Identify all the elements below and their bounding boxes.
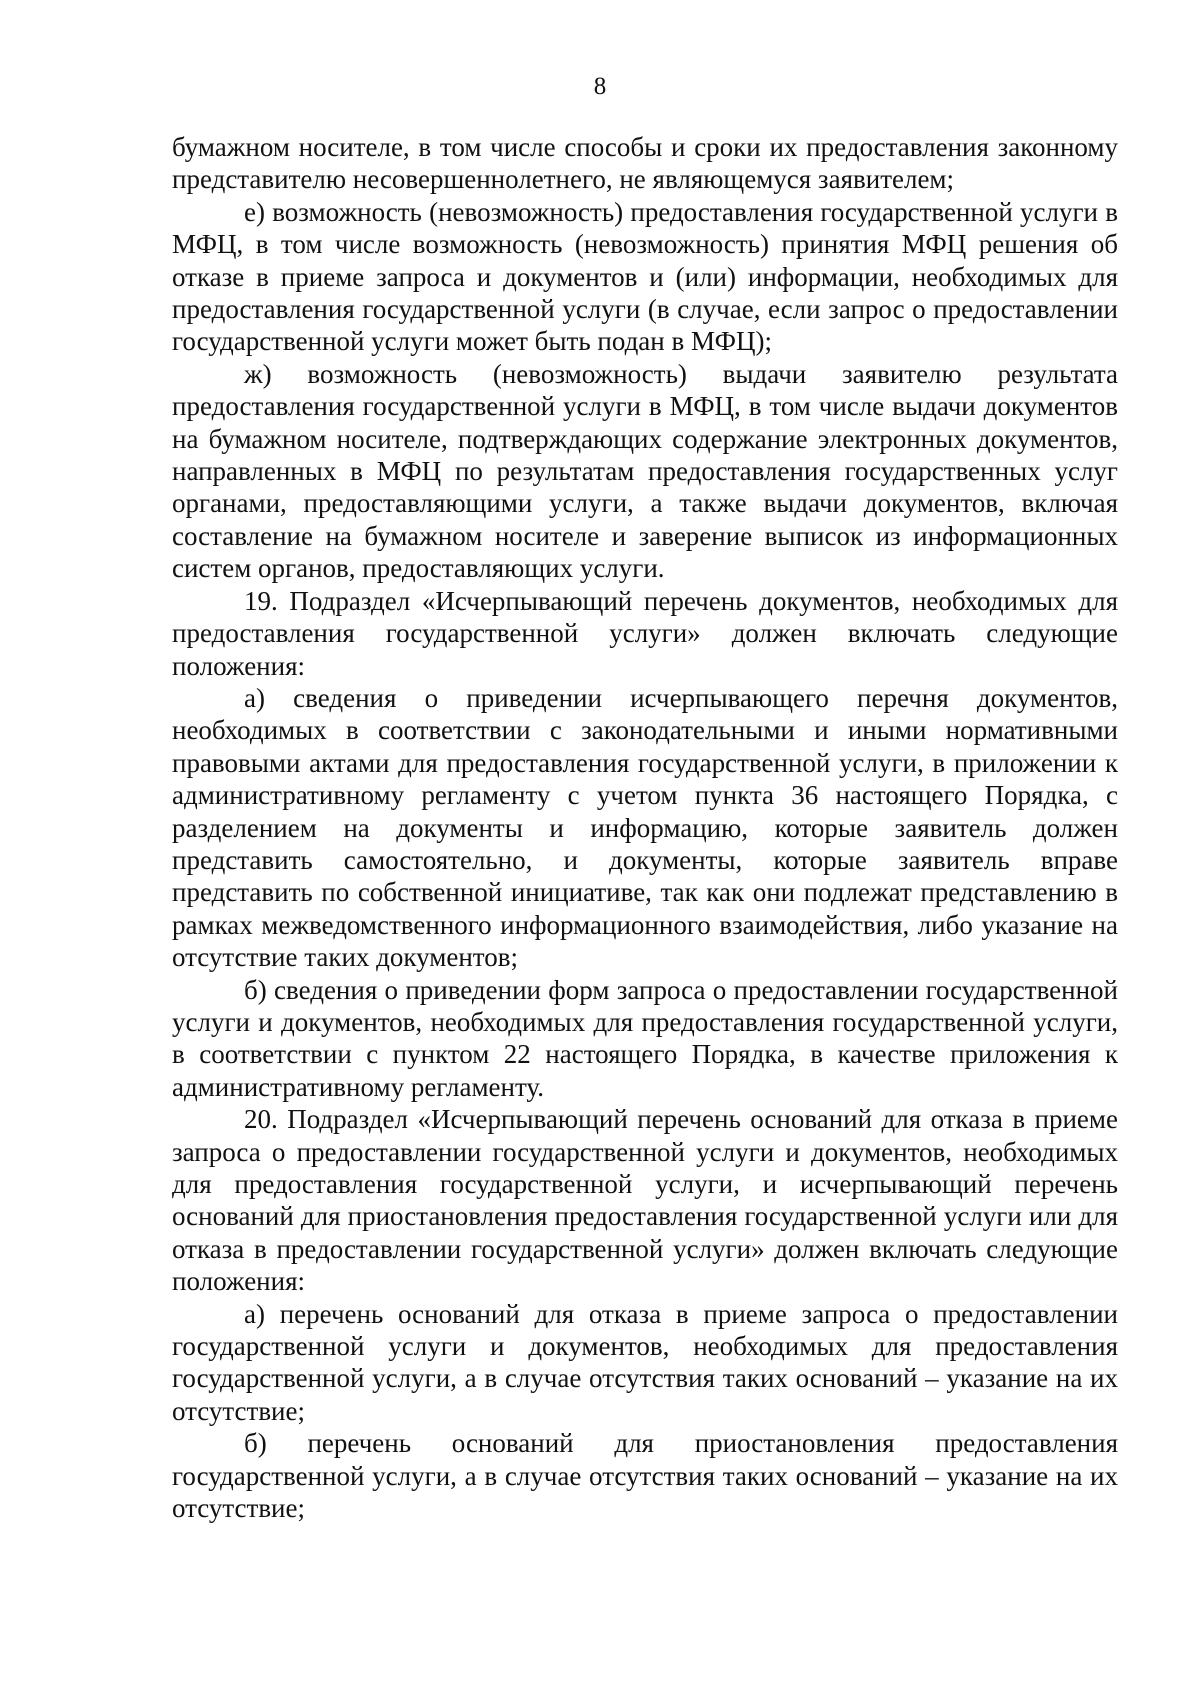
- page-number: 8: [593, 73, 607, 100]
- paragraph-section-19: 19. Подраздел «Исчерпывающий перечень документов, необходимых для предоставления государственной услуги» должен включать следующие положения:: [172, 585, 1118, 681]
- paragraph-20-item-b: б) перечень оснований для приостановления предоставления государственной услуги, а в случае отсутствия таких оснований – указание на их отсутствие;: [172, 1428, 1118, 1524]
- paragraph-item-zh: ж) возможность (невозможность) выдачи заявителю результата предоставления государственной услуги в МФЦ, в том числе выдачи документов на бумажном носителе, подтверждающих содержание электронных документов, направленных в МФЦ по результатам предоставления государственных услуг органами, предоставляющими услуги, а также выдачи документов, включая составление на бумажном носителе и заверение выписок из информационных систем органов, предоставляющих услуги.: [172, 358, 1118, 584]
- paragraph-19-item-a: а) сведения о приведении исчерпывающего перечня документов, необходимых в соответствии с законодательными и иными нормативными правовыми актами для предоставления государственной услуги, в приложении к административному регламенту с учетом пункта 36 настоящего Порядка, с разделением на документы и информацию, которые заявитель должен представить самостоятельно, и документы, которые заявитель вправе представить по собственной инициативе, так как они подлежат представлению в рамках межведомственного информационного взаимодействия, либо указание на отсутствие таких документов;: [172, 682, 1118, 973]
- paragraph-item-e: е) возможность (невозможность) предоставления государственной услуги в МФЦ, в том числе возможность (невозможность) принятия МФЦ решения об отказе в приеме запроса и документов и (или) информации, необходимых для предоставления государственной услуги (в случае, если запрос о предоставлении государственной услуги может быть подан в МФЦ);: [172, 196, 1118, 357]
- paragraph-continuation: бумажном носителе, в том числе способы и сроки их предоставления законному представителю несовершеннолетнего, не являющемуся заявителем;: [172, 132, 1118, 195]
- paragraph-20-item-a: а) перечень оснований для отказа в приеме запроса о предоставлении государственной услуги и документов, необходимых для предоставления государственной услуги, а в случае отсутствия таких оснований – указание на их отсутствие;: [172, 1298, 1118, 1426]
- document-body: [172, 131, 1118, 1524]
- paragraph-section-20: 20. Подраздел «Исчерпывающий перечень оснований для отказа в приеме запроса о предоставлении государственной услуги и документов, необходимых для предоставления государственной услуги, и исчерпывающий перечень оснований для приостановления предоставления государственной услуги или для отказа в предоставлении государственной услуги» должен включать следующие положения:: [172, 1104, 1118, 1297]
- paragraph-19-item-b: б) сведения о приведении форм запроса о предоставлении государственной услуги и документов, необходимых для предоставления государственной услуги, в соответствии с пунктом 22 настоящего Порядка, в качестве приложения к административному регламенту.: [172, 974, 1118, 1102]
